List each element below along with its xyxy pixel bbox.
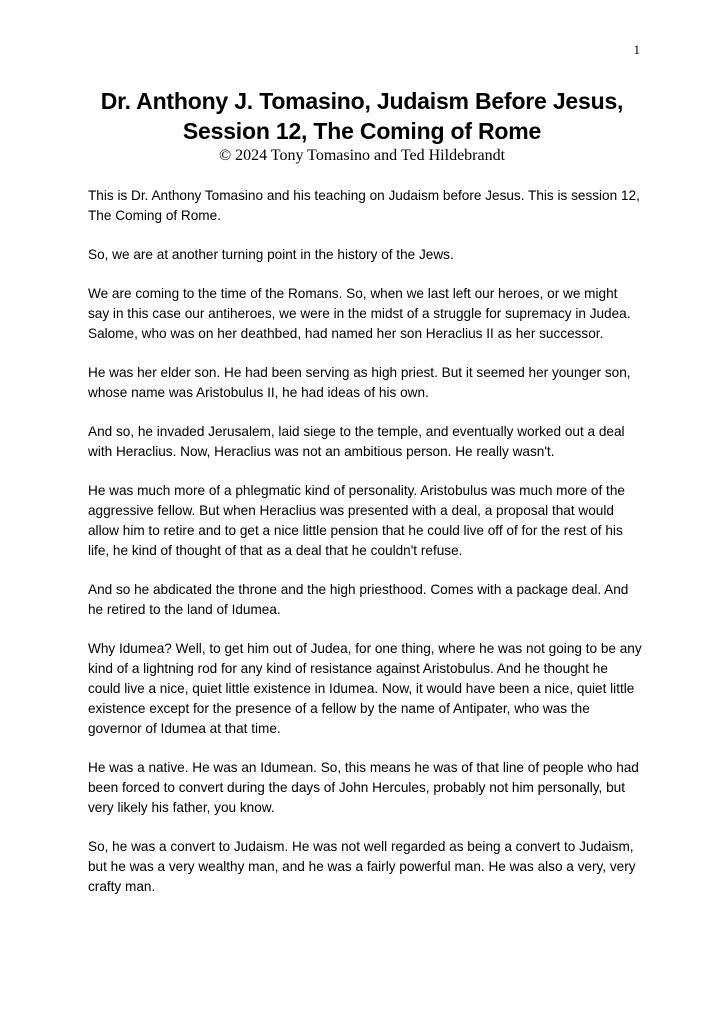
- page-number: 1: [633, 42, 640, 57]
- paragraph: He was her elder son. He had been serving as high priest. But it seemed her younger son, whose name was Aristobulus II, he had ideas of his own.: [88, 365, 631, 400]
- paragraph: And so, he invaded Jerusalem, laid siege to the temple, and eventually worked out a deal with Heraclius. Now, Heraclius was not an ambitious person. He really wasn't.: [88, 424, 625, 459]
- document-title: [0, 86, 724, 146]
- document-body: [88, 186, 642, 916]
- paragraph: We are coming to the time of the Romans. So, when we last left our heroes, or we might say in this case our antiheroes, we were in the midst of a struggle for supremacy in Judea. Salome, who was on her deathbed, had named her son Heraclius II as her successor.: [88, 286, 631, 341]
- document-header: [0, 86, 724, 165]
- paragraph: He was a native. He was an Idumean. So, this means he was of that line of people who had been forced to convert during the days of John Hercules, probably not him personally, but very likely his father, you know.: [88, 760, 639, 815]
- paragraph: Why Idumea? Well, to get him out of Judea, for one thing, where he was not going to be any kind of a lightning rod for any kind of resistance against Aristobulus. And he thought he could live a nice, quiet little existence in Idumea. Now, it would have been a nice, quiet little existence except for the presence of a fellow by the name of Antipater, who was the governor of Idumea at that time.: [88, 641, 642, 736]
- title-line-1: Dr. Anthony J. Tomasino, Judaism Before Jesus,: [100, 88, 624, 114]
- paragraph: This is Dr. Anthony Tomasino and his teaching on Judaism before Jesus. This is session 12, The Coming of Rome.: [88, 188, 640, 223]
- copyright-line: © 2024 Tony Tomasino and Ted Hildebrandt: [218, 147, 506, 164]
- paragraph: And so he abdicated the throne and the high priesthood. Comes with a package deal. And he retired to the land of Idumea.: [88, 582, 629, 617]
- paragraph: He was much more of a phlegmatic kind of personality. Aristobulus was much more of the aggressive fellow. But when Heraclius was presented with a deal, a proposal that would allow him to retire and to get a nice little pension that he could live off of for the rest of his life, he kind of thought of that as a deal that he couldn't refuse.: [88, 483, 625, 558]
- paragraph: So, he was a convert to Judaism. He was not well regarded as being a convert to Judaism, but he was a very wealthy man, and he was a fairly powerful man. He was also a very, very crafty man.: [88, 839, 636, 894]
- title-line-2: Session 12, The Coming of Rome: [182, 118, 542, 144]
- paragraph: So, we are at another turning point in the history of the Jews.: [88, 247, 454, 262]
